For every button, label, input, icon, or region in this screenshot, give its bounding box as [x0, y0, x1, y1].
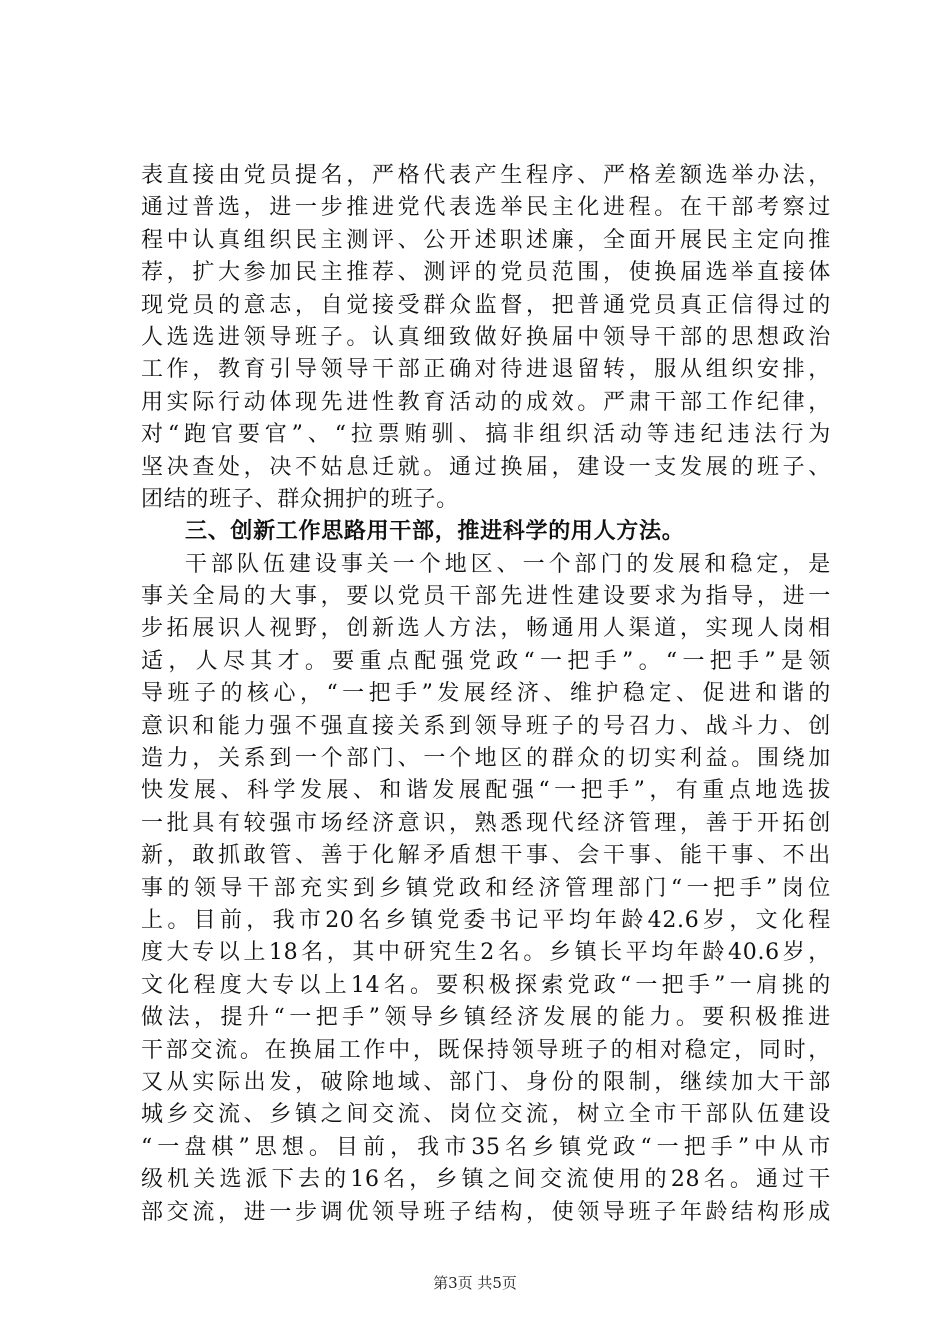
body-line: 度大专以上18名，其中研究生2名。乡镇长平均年龄40.6岁， [141, 940, 831, 966]
body-line: 人选选进领导班子。认真细致做好换届中领导干部的思想政治 [141, 324, 831, 350]
body-line: 快发展、科学发展、和谐发展配强“一把手”，有重点地选拔 [141, 778, 831, 804]
page-number-footer: 第3页 共5页 [433, 1274, 517, 1292]
body-line: 导班子的核心，“一把手”发展经济、维护稳定、促进和谐的 [141, 681, 831, 707]
paragraph-first-line: 干部队伍建设事关一个地区、一个部门的发展和稳定，是 [185, 551, 831, 577]
body-line: 新，敢抓敢管、善于化解矛盾想干事、会干事、能干事、不出 [141, 843, 831, 869]
body-line: 通过普选，进一步推进党代表选举民主化进程。在干部考察过 [141, 195, 831, 221]
body-line-last: 团结的班子、群众拥护的班子。 [141, 486, 459, 512]
body-line: 事关全局的大事，要以党员干部先进性建设要求为指导，进一 [141, 584, 831, 610]
body-line: 做法，提升“一把手”领导乡镇经济发展的能力。要积极推进 [141, 1005, 831, 1031]
body-line: 步拓展识人视野，创新选人方法，畅通用人渠道，实现人岗相 [141, 616, 831, 642]
body-line: 上。目前，我市20名乡镇党委书记平均年龄42.6岁，文化程 [141, 907, 831, 933]
body-line: 用实际行动体现先进性教育活动的成效。严肃干部工作纪律， [141, 389, 831, 415]
body-line: 部交流，进一步调优领导班子结构，使领导班子年龄结构形成 [141, 1199, 831, 1225]
body-line: 表直接由党员提名，严格代表产生程序、严格差额选举办法， [141, 163, 831, 188]
body-line: 荐，扩大参加民主推荐、测评的党员范围，使换届选举直接体 [141, 260, 831, 286]
body-line: “一盘棋”思想。目前，我市35名乡镇党政“一把手”中从市 [141, 1134, 831, 1160]
body-line: 适，人尽其才。要重点配强党政“一把手”。“一把手”是领 [141, 648, 831, 674]
body-line: 坚决查处，决不姑息迁就。通过换届，建设一支发展的班子、 [141, 454, 831, 480]
body-line: 文化程度大专以上14名。要积极探索党政“一把手”一肩挑的 [141, 972, 831, 998]
body-line: 干部交流。在换届工作中，既保持领导班子的相对稳定，同时， [141, 1037, 831, 1063]
body-line: 事的领导干部充实到乡镇党政和经济管理部门“一把手”岗位 [141, 875, 831, 901]
body-line: 级机关选派下去的16名，乡镇之间交流使用的28名。通过干 [141, 1167, 831, 1193]
body-line: 程中认真组织民主测评、公开述职述廉，全面开展民主定向推 [141, 227, 831, 253]
section-heading: 三、创新工作思路用干部，推进科学的用人方法。 [185, 519, 685, 545]
body-line: 造力，关系到一个部门、一个地区的群众的切实利益。围绕加 [141, 746, 831, 772]
body-line: 意识和能力强不强直接关系到领导班子的号召力、战斗力、创 [141, 713, 831, 739]
body-line: 城乡交流、乡镇之间交流、岗位交流，树立全市干部队伍建设 [141, 1102, 831, 1128]
body-line: 一批具有较强市场经济意识，熟悉现代经济管理，善于开拓创 [141, 810, 831, 836]
body-line: 又从实际出发，破除地域、部门、身份的限制，继续加大干部 [141, 1069, 831, 1095]
document-body [141, 160, 831, 1229]
body-line: 现党员的意志，自觉接受群众监督，把普通党员真正信得过的 [141, 292, 831, 318]
body-line: 工作，教育引导领导干部正确对待进退留转，服从组织安排， [141, 357, 831, 383]
body-line: 对“跑官要官”、“拉票贿驯、搞非组织活动等违纪违法行为 [141, 422, 831, 448]
